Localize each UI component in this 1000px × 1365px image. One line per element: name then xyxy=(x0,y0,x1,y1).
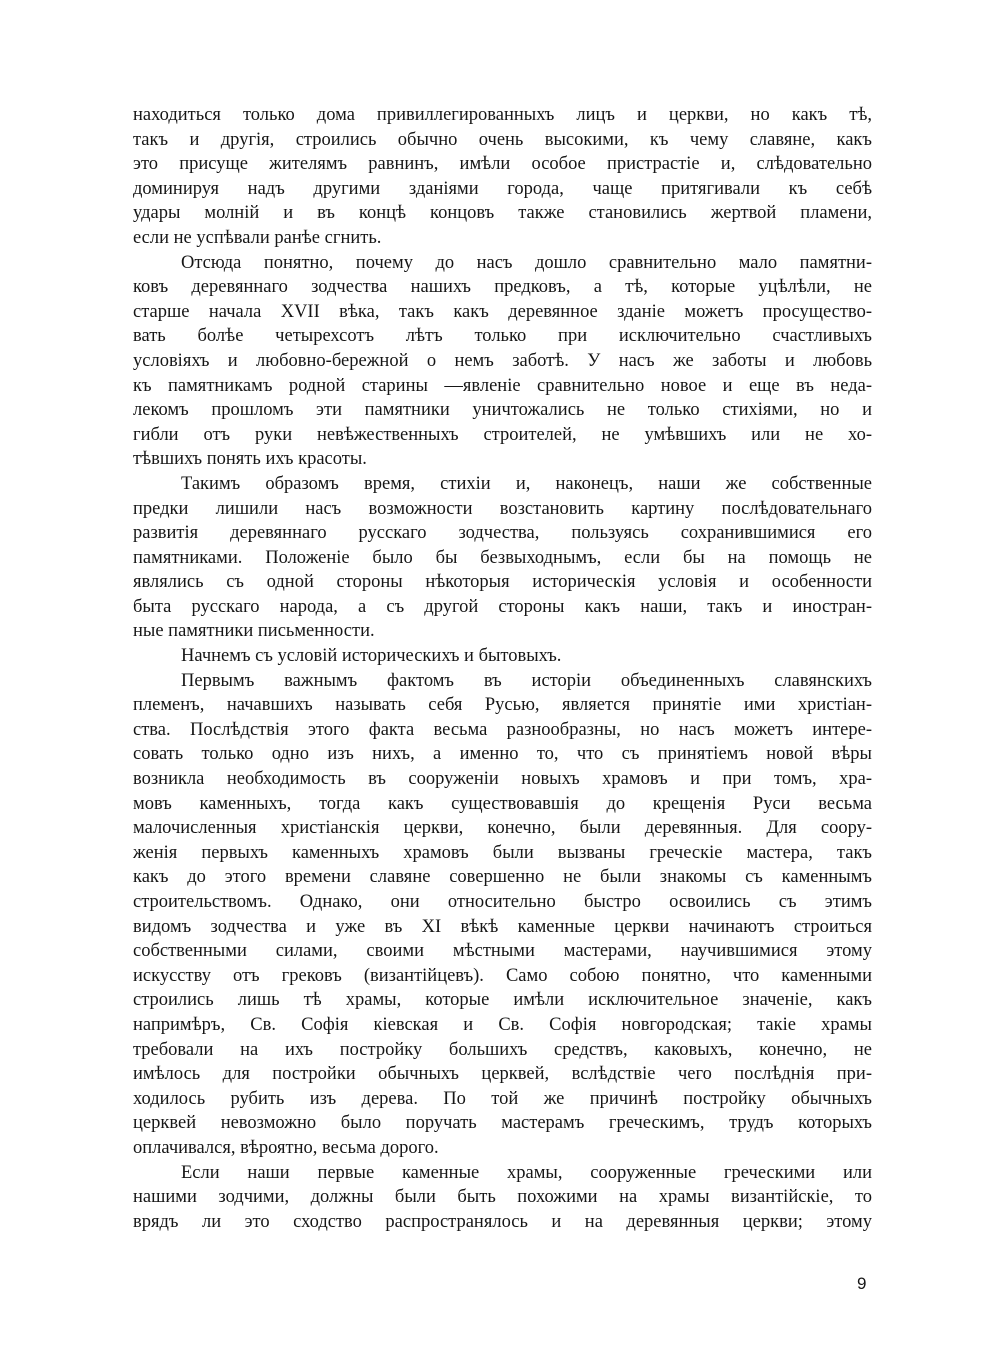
text-line: вать болѣе четырехсотъ лѣтъ только при исключительно счастливыхъ xyxy=(133,326,872,347)
paragraph-6 xyxy=(133,1161,872,1235)
text-line: такъ и другія, строились обычно очень высокими, къ чему славяне, какъ xyxy=(133,129,872,150)
text-line: ные памятники письменности. xyxy=(133,621,375,642)
text-line: малочисленныя христіанскія церкви, конечно, были деревянныя. Для соору- xyxy=(133,818,872,839)
text-line: нашими зодчими, должны были быть похожими на храмы византійскіе, то xyxy=(133,1187,872,1208)
text-line: ходилось рубить изъ дерева. По той же причинѣ постройку обычныхъ xyxy=(133,1088,872,1109)
text-line: требовали на ихъ постройку большихъ средствъ, каковыхъ, конечно, не xyxy=(133,1039,872,1060)
text-line: возникла необходимость въ сооруженіи новыхъ храмовъ и при томъ, хра- xyxy=(133,769,872,790)
text-line: Такимъ образомъ время, стихіи и, наконецъ, наши же собственные xyxy=(181,473,872,494)
text-line: являлись съ одной стороны нѣкоторыя историческія условія и особенности xyxy=(133,572,872,593)
text-line: Начнемъ съ условій историческихъ и бытовыхъ. xyxy=(181,646,562,667)
text-line: строительствомъ. Однако, они относительно быстро освоились съ этимъ xyxy=(133,892,872,912)
text-line: церквей невозможно было поручать мастерамъ греческимъ, трудъ которыхъ xyxy=(133,1113,872,1134)
text-line: ковъ деревяннаго зодчества нашихъ предковъ, а тѣ, которые уцѣлѣли, не xyxy=(133,277,872,298)
text-line: строились лишь тѣ храмы, которые имѣли исключительное значеніе, какъ xyxy=(133,990,872,1011)
text-line: Отсюда понятно, почему до насъ дошло сравнительно мало памятни- xyxy=(181,252,872,273)
text-line: ства. Послѣдствія этого факта весьма разнообразны, но насъ можетъ интере- xyxy=(133,719,872,740)
text-line: развитія деревяннаго русскаго зодчества, пользуясь сохранившимися его xyxy=(133,523,872,544)
paragraph-1 xyxy=(133,103,872,251)
text-line: напримѣръ, Св. Софія кіевская и Св. Софія новгородская; такіе храмы xyxy=(133,1014,872,1035)
text-line: мовъ каменныхъ, тогда какъ существовавшія до крещенія Руси весьма xyxy=(133,793,872,814)
text-line: совать только одно изъ нихъ, а именно то, что съ принятіемъ новой вѣры xyxy=(133,744,872,765)
text-line: условіяхъ и любовно-бережной о немъ заботѣ. У насъ же заботы и любовь xyxy=(133,350,872,371)
text-line: Первымъ важнымъ фактомъ въ исторіи объединенныхъ славянскихъ xyxy=(181,670,872,691)
text-line: собственными силами, своими мѣстными мастерами, научившимися этому xyxy=(133,941,872,962)
text-line: быта русскаго народа, а съ другой стороны какъ наши, такъ и иностран- xyxy=(133,596,872,617)
text-line: тѣвшихъ понять ихъ красоты. xyxy=(133,449,367,470)
text-line: если не успѣвали ранѣе сгнить. xyxy=(133,227,382,248)
text-line: оплачивался, вѣроятно, весьма дорого. xyxy=(133,1137,439,1158)
page-body xyxy=(133,103,872,1234)
text-line: врядъ ли это сходство распространялось и на деревянныя церкви; этому xyxy=(133,1211,872,1232)
text-line: имѣлось для постройки обычныхъ церквей, вслѣдствіе чего послѣднія при- xyxy=(133,1064,872,1085)
text-line: какъ до этого времени славяне совершенно не были знакомы съ каменнымъ xyxy=(133,867,872,888)
page-number: 9 xyxy=(857,1274,867,1293)
text-line: находиться только дома привиллегированныхъ лицъ и церкви, но какъ тѣ, xyxy=(133,105,872,125)
paragraph-3 xyxy=(133,472,872,644)
text-line: доминируя надъ другими зданіями города, чаще притягивали къ себѣ xyxy=(133,178,872,199)
text-line: искусству отъ грековъ (византійцевъ). Само собою понятно, что каменными xyxy=(133,965,872,986)
text-line: предки лишили насъ возможности возстановить картину послѣдовательнаго xyxy=(133,498,872,519)
text-line: племенъ, начавшихъ называть себя Русью, является принятіе ими христіан- xyxy=(133,695,872,716)
paragraph-4 xyxy=(133,644,872,669)
paragraph-5 xyxy=(133,669,872,1161)
text-line: видомъ зодчества и уже въ XI вѣкѣ каменные церкви начинаютъ строиться xyxy=(133,916,872,937)
paragraph-2 xyxy=(133,251,872,472)
text-line: женія первыхъ каменныхъ храмовъ были вызваны греческіе мастера, такъ xyxy=(133,842,872,863)
text-line: это присуще жителямъ равнинъ, имѣли особое пристрастіе и, слѣдовательно xyxy=(133,154,872,175)
text-line: памятниками. Положеніе было бы безвыходнымъ, если бы на помощь не xyxy=(133,547,872,568)
text-line: къ памятникамъ родной старины —явленіе сравнительно новое и еще въ неда- xyxy=(133,375,872,396)
text-line: Если наши первые каменные храмы, сооруженные греческими или xyxy=(181,1162,872,1183)
text-line: старше начала XVII вѣка, такъ какъ деревянное зданіе можетъ просущество- xyxy=(133,301,872,322)
text-line: удары молній и въ концѣ концовъ также становились жертвой пламени, xyxy=(133,203,872,224)
text-line: гибли отъ руки невѣжественныхъ строителей, не умѣвшихъ или не хо- xyxy=(133,424,872,445)
text-line: лекомъ прошломъ эти памятники уничтожались не только стихіями, но и xyxy=(133,400,872,421)
